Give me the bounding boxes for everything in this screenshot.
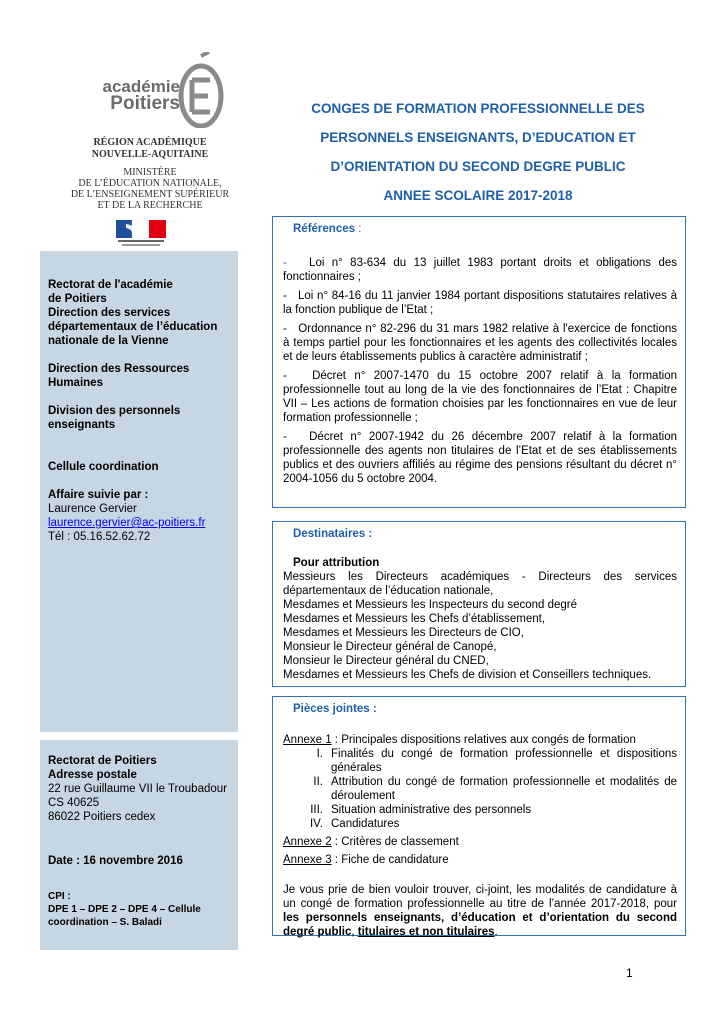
region-line: RÉGION ACADÉMIQUE: [93, 137, 207, 148]
ministry-line: ET DE LA RECHERCHE: [97, 200, 203, 211]
destinataires-subheading: Pour attribution: [293, 557, 380, 569]
pieces-heading: Pièces jointes :: [293, 703, 377, 715]
page-number: 1: [626, 966, 633, 980]
ministry-line: DE L’ENSEIGNEMENT SUPÉRIEUR: [70, 189, 230, 200]
pieces-jointes-box: [272, 696, 686, 936]
marianne-flag-icon: [116, 220, 166, 248]
region-label: [60, 137, 240, 161]
affaire-label: Affaire suivie par :: [48, 489, 149, 501]
reference-item: - Ordonnance n° 82-296 du 31 mars 1982 relative à l'exercice de fonctions à temps partiel pour les fonctionnaires et les agents des collectivités locales et de leurs établissements publics à caractère administratif ;: [283, 323, 677, 363]
logo-line-poitiers: Poitiers: [110, 93, 180, 114]
annexe-3: Annexe 3 : Fiche de candidature: [283, 854, 449, 866]
title-line: ANNEE SCOLAIRE 2017-2018: [383, 188, 573, 203]
destinataire-line: Monsieur le Directeur général de Canopé,: [283, 641, 497, 653]
contact-email-link[interactable]: laurence.gervier@ac-poitiers.fr: [48, 517, 206, 529]
division-label: Division des personnels enseignants: [48, 405, 181, 431]
annexe-1: Annexe 1 : Principales dispositions relatives aux congés de formation: [283, 734, 636, 746]
reference-item: - Loi n° 84-16 du 11 janvier 1984 portant dispositions statutaires relatives à la fonction publique de l’Etat ;: [283, 290, 677, 316]
cpi-text: DPE 1 – DPE 2 – DPE 4 – Cellule coordination – S. Baladi: [48, 904, 201, 928]
destinataire-line: Mesdames et Messieurs les Directeurs de CIO,: [283, 627, 524, 639]
address-line: 86022 Poitiers cedex: [48, 811, 156, 823]
annexe-1-sections: [283, 747, 677, 831]
destinataire-line: Monsieur le Directeur général du CNED,: [283, 655, 489, 667]
cpi-label: CPI :: [48, 891, 71, 902]
academie-logo-text: [100, 78, 180, 112]
destinataire-line: Mesdames et Messieurs les Chefs d’établissement,: [283, 613, 546, 625]
reference-item: - Loi n° 83-634 du 13 juillet 1983 portant droits et obligations des fonctionnaires ;: [283, 257, 677, 283]
sidebar-address: [40, 740, 238, 950]
logo-line-academie: académie: [102, 77, 180, 96]
org-line: Direction des services départementaux de l’éducation nationale de la Vienne: [48, 307, 218, 347]
destinataire-line: Messieurs les Directeurs académiques - Directeurs des services départementaux de l’éducation nationale,: [283, 571, 677, 597]
ministry-label: [40, 167, 260, 211]
title-line: CONGES DE FORMATION PROFESSIONNELLE DES: [311, 101, 645, 116]
destinataires-box: [272, 521, 686, 687]
cellule-label: Cellule coordination: [48, 461, 159, 473]
contact-name: Laurence Gervier: [48, 503, 137, 515]
pieces-body: [273, 733, 685, 939]
annexe-section: I. Finalités du congé de formation professionnelle et dispositions générales: [316, 748, 677, 774]
address-label: Adresse postale: [48, 769, 137, 781]
document-date: Date : 16 novembre 2016: [48, 855, 183, 867]
annexe-section: IV. Candidatures: [309, 818, 400, 830]
ministry-line: MINISTÈRE: [123, 167, 177, 178]
closing-paragraph: Je vous prie de bien vouloir trouver, ci-joint, les modalités de candidature à un congé de formation professionnelle au titre de l’année 2017-2018, pour les personnels enseignants, d’éducation et d’orientation du second degré public, titulaires et non titulaires.: [283, 884, 677, 938]
destinataire-line: Mesdames et Messieurs les Chefs de division et Conseillers techniques.: [283, 669, 652, 681]
references-heading: Références :: [293, 223, 362, 235]
academie-logo-e-icon: [178, 52, 224, 128]
address-line: 22 rue Guillaume VII le Troubadour: [48, 783, 227, 795]
title-line: D’ORIENTATION DU SECOND DEGRE PUBLIC: [330, 159, 626, 174]
direction-label: Direction des Ressources Humaines: [48, 363, 190, 389]
annexe-2: Annexe 2 : Critères de classement: [283, 836, 459, 848]
destinataires-body: [273, 556, 685, 682]
org-line: de Poitiers: [48, 293, 107, 305]
title-line: PERSONNELS ENSEIGNANTS, D’EDUCATION ET: [320, 130, 636, 145]
references-box: [272, 216, 686, 508]
address-title: Rectorat de Poitiers: [48, 755, 157, 767]
reference-item: - Décret n° 2007-1942 du 26 décembre 2007 relatif à la formation professionnelle des agents non titulaires de l’Etat et de ses établissements publics et des ouvriers affiliés au régime des pensions résultant du décret n° 2004-1056 du 5 octobre 2004.: [283, 431, 677, 485]
sidebar-service-info: [40, 251, 238, 732]
references-list: [273, 256, 685, 486]
destinataires-heading: Destinataires :: [293, 528, 373, 540]
annexe-section: II. Attribution du congé de formation professionnelle et modalités de déroulement: [313, 776, 677, 802]
contact-tel: Tél : 05.16.52.62.72: [48, 531, 151, 543]
org-line: Rectorat de l'académie: [48, 279, 173, 291]
annexe-section: III. Situation administrative des personnels: [310, 804, 532, 816]
reference-item: - Décret n° 2007-1470 du 15 octobre 2007 relatif à la formation professionnelle tout au long de la vie des fonctionnaires de l’Etat : Chapitre VII – Les actions de formation choisies par les fonctionnaires en vue de leur formation professionnelle ;: [283, 370, 677, 424]
page-title: [272, 94, 684, 210]
address-line: CS 40625: [48, 797, 100, 809]
destinataire-line: Mesdames et Messieurs les Inspecteurs du second degré: [283, 599, 578, 611]
region-line: NOUVELLE-AQUITAINE: [91, 149, 209, 160]
ministry-line: DE L’ÉDUCATION NATIONALE,: [78, 178, 222, 189]
